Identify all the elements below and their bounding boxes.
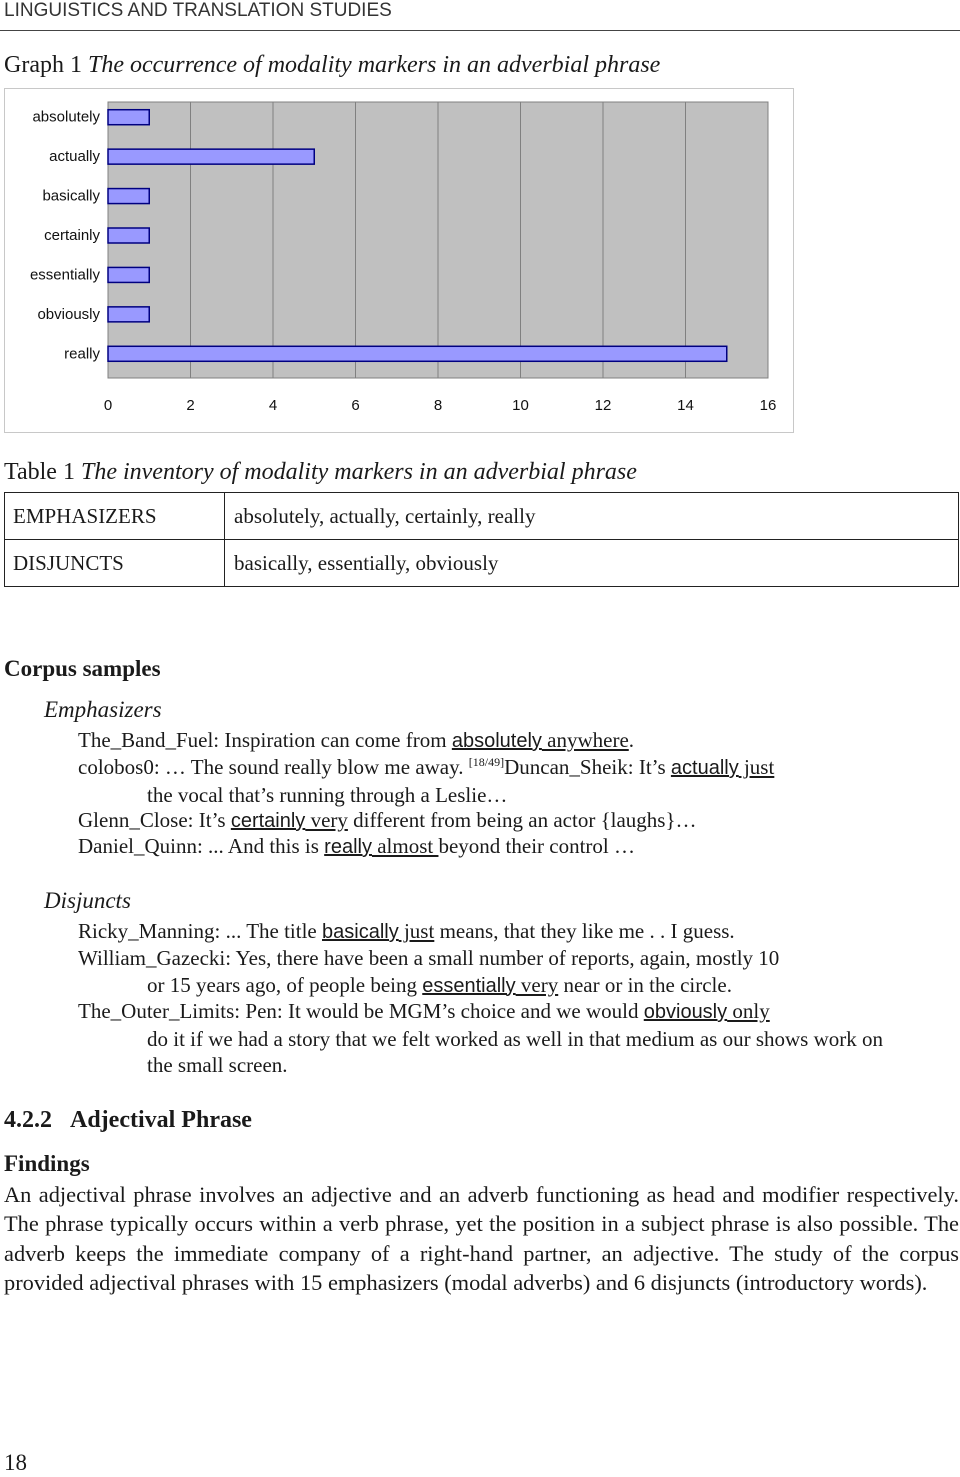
- modified-word: just: [738, 755, 775, 779]
- bar: [108, 307, 149, 322]
- chart-canvas: [5, 89, 793, 432]
- table-caption: The inventory of modality markers in an adverbial phrase: [80, 459, 637, 485]
- modality-marker: absolutely: [451, 730, 542, 752]
- table-cell-items: basically, essentially, obviously: [225, 540, 959, 587]
- example-disjuncts-1: [78, 918, 883, 946]
- graph-caption: The occurrence of modality markers in an adverbial phrase: [87, 52, 661, 78]
- example-continuation: the vocal that’s running through a Leslie…: [147, 782, 508, 807]
- table-cell-items: absolutely, actually, certainly, really: [225, 493, 959, 540]
- example-text: The_Band_Fuel: Inspiration can come from: [78, 728, 452, 752]
- modified-word: anywhere: [541, 728, 629, 752]
- example-text: or 15 years ago, of people being: [147, 972, 423, 997]
- section-title: Adjectival Phrase: [70, 1107, 252, 1133]
- bar-chart: [4, 88, 794, 433]
- example-continuation: [78, 972, 883, 1000]
- example-text: different from being an actor {laughs}…: [347, 808, 697, 832]
- modified-word: just: [398, 919, 435, 943]
- bar: [108, 346, 727, 361]
- example-emphasizers-3: [78, 807, 883, 835]
- findings-paragraph: An adjectival phrase involves an adjective and an adverb functioning as head and modifier respectively. The phrase typically occurs within a verb phrase, yet the position in a subject phrase is also possible. The adverb keeps the immediate company of a right-hand partner, an adjective. The study of the corpus provided adjectival phrases with 15 emphasizers (modal adverbs) and 6 disjuncts (introductory words).: [4, 1182, 959, 1295]
- header-rule: [0, 30, 960, 31]
- x-tick-label: 10: [512, 397, 529, 414]
- x-tick-label: 4: [268, 397, 278, 414]
- example-text: beyond their control …: [438, 834, 636, 858]
- example-continuation: do it if we had a story that we felt worked as well in that medium as our shows work on the small screen.: [147, 1026, 884, 1077]
- x-tick-label: 6: [351, 397, 360, 414]
- example-text: Duncan_Sheik: It’s: [504, 755, 671, 779]
- table-row: [5, 493, 959, 540]
- x-tick-label: 14: [677, 397, 694, 414]
- example-emphasizers-2: [78, 754, 883, 808]
- modality-marker: certainly: [230, 810, 306, 832]
- x-tick-label: 12: [594, 397, 612, 414]
- bar: [108, 149, 314, 164]
- markers-table: [4, 492, 959, 587]
- example-text: Ricky_Manning: ... The title: [78, 919, 323, 943]
- bar: [108, 267, 149, 282]
- y-category-label: certainly: [44, 227, 100, 244]
- modality-marker: actually: [670, 757, 739, 779]
- example-text: Glenn_Close: It’s: [78, 808, 231, 832]
- running-header: LINGUISTICS AND TRANSLATION STUDIES: [4, 0, 392, 21]
- x-tick-label: 2: [186, 397, 195, 414]
- section-number: 4.2.2: [4, 1107, 52, 1133]
- table-title: [4, 459, 637, 486]
- example-emphasizers-4: [78, 833, 883, 861]
- y-category-label: really: [64, 345, 100, 363]
- findings-heading: Findings: [4, 1151, 90, 1176]
- bar: [108, 110, 149, 125]
- y-category-label: basically: [42, 187, 100, 205]
- example-emphasizers-1: [78, 727, 883, 755]
- page-number: 18: [4, 1450, 27, 1475]
- reference-mark: [18/49]: [468, 755, 505, 769]
- example-text: Daniel_Quinn: ... And this is: [78, 834, 325, 858]
- bar: [108, 189, 149, 204]
- y-category-label: actually: [49, 148, 100, 166]
- modified-word: very: [305, 808, 348, 832]
- y-category-label: obviously: [37, 305, 100, 323]
- graph-label: Graph 1: [4, 52, 82, 78]
- x-tick-label: 0: [103, 397, 113, 414]
- table-row: [5, 540, 959, 587]
- bar: [108, 228, 149, 243]
- modality-marker: really: [324, 836, 372, 858]
- example-disjuncts-2: [78, 945, 883, 999]
- modified-word: only: [727, 999, 770, 1023]
- example-text: .: [628, 728, 635, 752]
- corpus-heading: Corpus samples: [4, 656, 161, 681]
- example-text: means, that they like me . . I guess.: [434, 919, 735, 943]
- table-label: Table 1: [4, 459, 75, 485]
- y-category-label: essentially: [29, 266, 100, 284]
- modified-word: almost: [371, 834, 439, 858]
- example-text: colobos0: … The sound really blow me away.: [78, 755, 469, 779]
- example-text: William_Gazecki: Yes, there have been a small number of reports, again, mostly 10: [78, 946, 780, 970]
- modality-marker: essentially: [422, 974, 516, 997]
- x-tick-label: 8: [433, 397, 443, 414]
- modality-marker: obviously: [643, 1001, 728, 1023]
- example-text: The_Outer_Limits: Pen: It would be MGM’s choice and we would: [78, 999, 644, 1023]
- emphasizers-heading: Emphasizers: [44, 697, 162, 722]
- x-tick-label: 16: [759, 397, 777, 414]
- table-cell-category: EMPHASIZERS: [5, 493, 225, 540]
- modality-marker: basically: [322, 921, 399, 943]
- table-cell-category: DISJUNCTS: [5, 540, 225, 587]
- example-text: near or in the circle.: [558, 972, 732, 997]
- modified-word: very: [515, 972, 559, 997]
- disjuncts-heading: Disjuncts: [44, 888, 131, 913]
- graph-title: [4, 52, 660, 79]
- section-heading: [4, 1107, 252, 1134]
- y-category-label: absolutely: [32, 108, 100, 126]
- example-disjuncts-3: [78, 998, 883, 1079]
